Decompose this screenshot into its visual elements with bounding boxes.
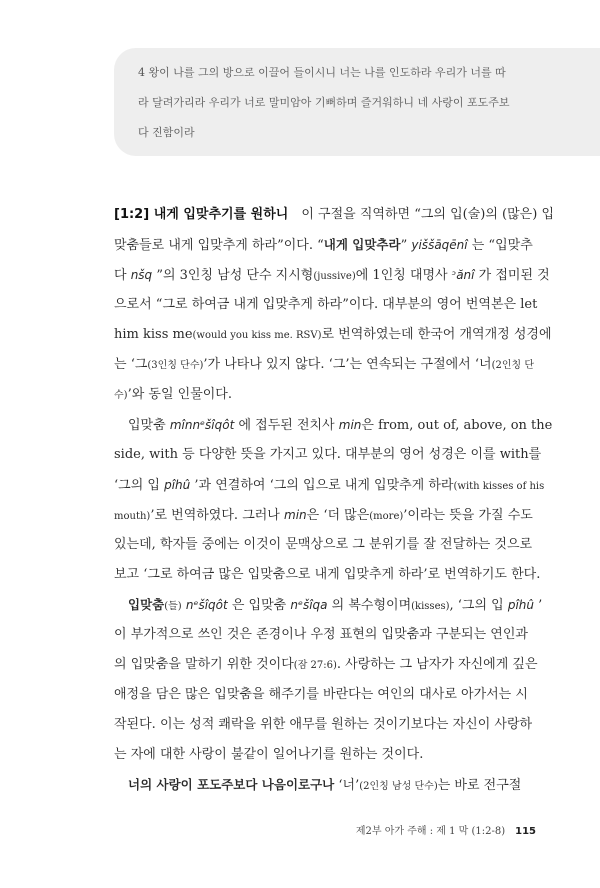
transliteration: ᵓănî [451, 268, 475, 282]
transliteration: mînnᵉšîqôt [169, 418, 235, 432]
transliteration: nᵉšîqôt [185, 598, 228, 612]
text-line: 다 nšq ”의 3인칭 남성 단수 지시형(jussive)에 1인칭 대명사 ᵓănî 가 접미된 것 [114, 268, 550, 283]
text-line: 너의 사랑이 포도주보다 나음이로구나 ‘너’(2인칭 남성 단수)는 바로 전구절 [128, 777, 522, 793]
transliteration: nᵉšîqa [290, 598, 328, 612]
text-line: him kiss me(would you kiss me. RSV)로 번역하였는데 한국어 개역개정 성경에 [114, 327, 552, 342]
text-line: 있는데, 학자들 중에는 이것이 문맥상으로 그 분위기를 잘 전달하는 것으로 [114, 537, 533, 552]
text-line: 으로서 “그로 하여금 내게 입맞추게 하라”이다. 대부분의 영어 번역본은 let [114, 297, 538, 312]
emphasis: 너의 사랑이 포도주보다 나음이로구나 [128, 777, 335, 792]
transliteration: yiššāqēnî [411, 238, 468, 252]
transliteration: pîhû [164, 478, 191, 492]
text-line: 입맞춤(들) nᵉšîqôt 은 입맞춤 nᵉšîqa 의 복수형이며(kisses), ‘그의 입 pîhû ’ [128, 597, 543, 613]
transliteration: pîhû [507, 598, 535, 612]
text-line: mouth)’로 번역하였다. 그러나 min은 ‘더 많은(more)’이라는 뜻을 가질 수도 [114, 508, 533, 523]
text-line: 입맞춤 mînnᵉšîqôt 에 접두된 전치사 min은 from, out of, above, on the [128, 418, 553, 433]
emphasis: 내게 입맞추라 [323, 237, 401, 252]
scripture-quote-box [114, 48, 600, 156]
emphasis: 입맞춤 [128, 597, 165, 612]
text-line: ‘그의 입 pîhû ’과 연결하여 ‘그의 입으로 내게 입맞추게 하라(with kisses of his [114, 478, 545, 493]
page-number: 115 [515, 826, 536, 837]
transliteration: min [284, 508, 307, 522]
transliteration: nšq [130, 268, 153, 282]
text-line: 맞춤들로 내게 입맞추게 하라”이다. “내게 입맞추라” yiššāqēnî 는 “입맞추 [114, 237, 533, 253]
text-line: 수)’와 동일 인물이다. [114, 387, 232, 402]
page-footer [356, 822, 536, 837]
text-line: 작된다. 이는 성적 쾌락을 위한 애무를 원하는 것이기보다는 자신이 사랑하 [114, 717, 533, 732]
text-line: 는 자에 대한 사랑이 불같이 일어나기를 원하는 것이다. [114, 747, 424, 762]
text-line: 는 ‘그(3인칭 단수)’가 나타나 있지 않다. ‘그’는 연속되는 구절에서 ‘너(2인칭 단 [114, 357, 535, 372]
text-line: 이 부가적으로 쓰인 것은 존경이나 우정 표현의 입맞춤과 구분되는 연인과 [114, 627, 528, 642]
quote-line: 다 진함이라 [138, 126, 195, 139]
running-header: 제2부 아가 주해 : 제 1 막 (1:2-8) [355, 826, 506, 837]
text-line: 보고 ‘그로 하여금 많은 입맞춤으로 내게 입맞추게 하라’로 번역하기도 한다. [114, 567, 541, 582]
section-heading: [1:2] 내게 입맞추기를 원하니 [114, 207, 289, 222]
text-line: side, with 등 다양한 뜻을 가지고 있다. 대부분의 영어 성경은 이를 with를 [114, 447, 542, 462]
text-line: 의 입맞춤을 말하기 위한 것이다(잠 27:6). 사랑하는 그 남자가 자신에게 깊은 [114, 657, 538, 672]
quote-line: 라 달려가리라 우리가 너로 말미암아 기뻐하며 즐거워하니 네 사랑이 포도주보 [138, 96, 510, 109]
quote-line: 4 왕이 나를 그의 방으로 이끌어 들이시니 너는 나를 인도하라 우리가 너를 따 [138, 66, 506, 79]
text-line: [1:2] 내게 입맞추기를 원하니 이 구절을 직역하면 “그의 입(술)의 (많은) 입 [114, 207, 554, 222]
transliteration: min [338, 418, 362, 432]
text-line: 애정을 담은 많은 입맞춤을 해주기를 바란다는 여인의 대사로 아가서는 시 [114, 687, 528, 702]
